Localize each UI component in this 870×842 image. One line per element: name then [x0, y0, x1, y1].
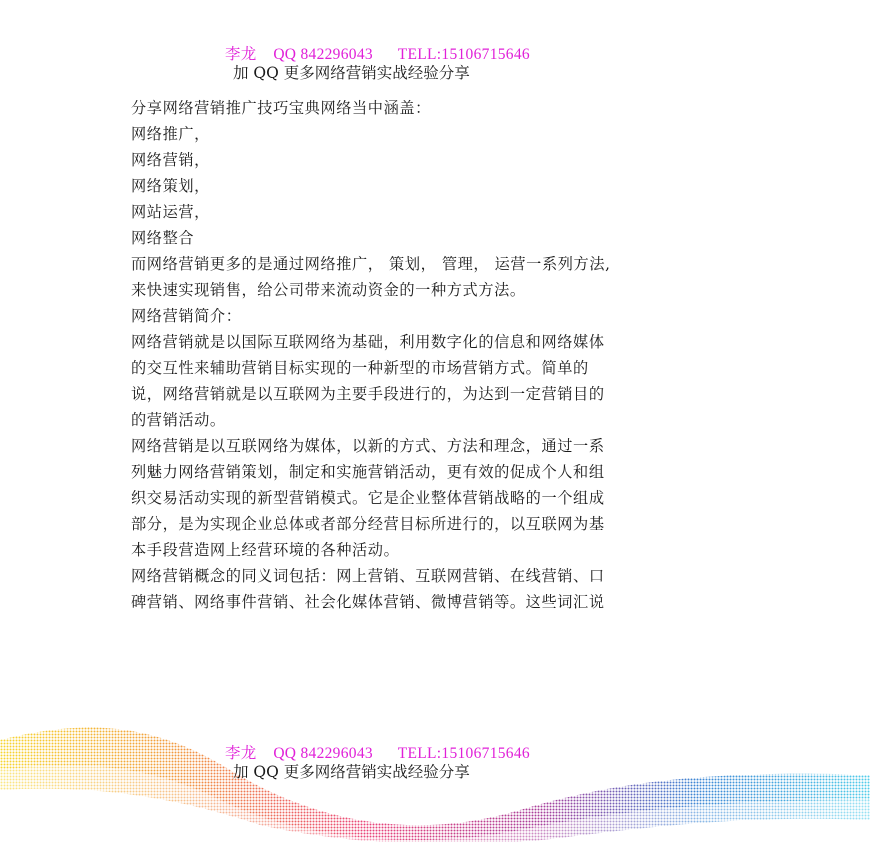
paragraph-line: 网络营销是以互联网络为媒体，以新的方式、方法和理念，通过一系 [131, 437, 605, 455]
paragraph-line: 说，网络营销就是以互联网为主要手段进行的，为达到一定营销目的 [131, 385, 605, 403]
paragraph-line: 的交互性来辅助营销目标实现的一种新型的市场营销方式。简单的 [131, 359, 589, 377]
page-footer [0, 741, 870, 785]
paragraph-line: 网络营销就是以国际互联网络为基础，利用数字化的信息和网络媒体 [131, 333, 605, 351]
telephone: TELL:15106715646 [397, 745, 530, 762]
list-item: 网络整合 [131, 229, 195, 247]
telephone: TELL:15106715646 [397, 46, 530, 63]
paragraph-line: 列魅力网络营销策划，制定和实施营销活动，更有效的促成个人和组 [131, 463, 605, 481]
document-body [131, 95, 743, 615]
paragraph-line: 网络营销概念的同义词包括：网上营销、互联网营销、在线营销、口 [131, 567, 605, 585]
qq-number: QQ 842296043 [273, 46, 373, 63]
author-name: 李龙 [225, 46, 257, 63]
page-header-top [0, 42, 870, 86]
slogan: 加 QQ 更多网络营销实战经验分享 [233, 64, 470, 82]
list-item: 网络营销， [131, 151, 210, 169]
paragraph-line: 碑营销、网络事件营销、社会化媒体营销、微博营销等。这些词汇说 [131, 593, 605, 611]
author-name: 李龙 [225, 745, 257, 762]
qq-number: QQ 842296043 [273, 745, 373, 762]
list-item: 网络推广， [131, 125, 210, 143]
paragraph-line: 织交易活动实现的新型营销模式。它是企业整体营销战略的一个组成 [131, 489, 605, 507]
paragraph-line: 而网络营销更多的是通过网络推广， 策划， 管理， 运营一系列方法, [131, 255, 611, 273]
list-item: 网站运营， [131, 203, 210, 221]
paragraph-line: 部分，是为实现企业总体或者部分经营目标所进行的，以互联网为基 [131, 515, 605, 533]
slogan: 加 QQ 更多网络营销实战经验分享 [233, 763, 470, 781]
section-title: 网络营销简介： [131, 307, 242, 325]
list-item: 网络策划， [131, 177, 210, 195]
paragraph-line: 来快速实现销售，给公司带来流动资金的一种方式方法。 [131, 281, 526, 299]
paragraph-line: 的营销活动。 [131, 411, 226, 429]
intro-line: 分享网络营销推广技巧宝典网络当中涵盖： [131, 99, 431, 117]
paragraph-line: 本手段营造网上经营环境的各种活动。 [131, 541, 400, 559]
